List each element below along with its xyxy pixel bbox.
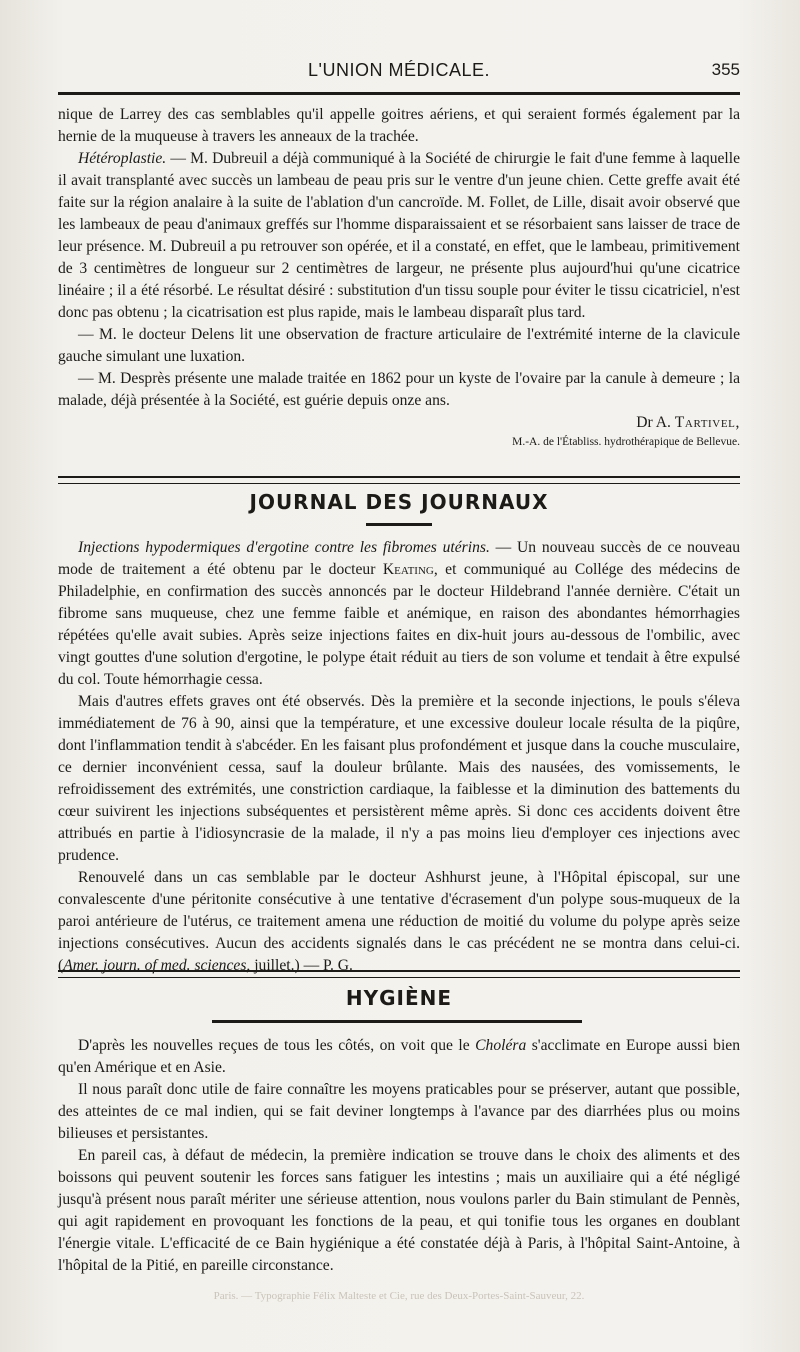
signature-prefix: Dr A. (636, 414, 675, 431)
page-number: 355 (711, 60, 740, 79)
emphasis: Choléra (475, 1037, 527, 1054)
paragraph: nique de Larrey des cas semblables qu'il appelle goitres aériens, et qui seraient formés également par la hernie de la muqueuse à travers les anneaux de la trachée. (58, 106, 740, 145)
doctor-name: Keating (382, 561, 434, 578)
section-divider (58, 476, 740, 484)
paragraph-text: — M. Dubreuil a déjà communiqué à la Société de chirurgie le fait d'une femme à laquelle il avait transplanté avec succès un lambeau de peau pris sur le ventre d'un jeune chien. Cette greffe avait été faite sur la région analaire à la suite de l'ablation d'un cancroïde. M. Follet, de Lille, disait avoir observé que les lambeaux de peau d'animaux greffés sur l'homme disparaissaient et se résorbaient sans laisser de trace de leur présence. M. Dubreuil a pu retrouver son opérée, et il a constaté, en effet, que le lambeau, primitivement de 3 centimètres de longueur sur 2 centimètres de largeur, ne présente plus aujourd'hui qu'une cicatrice linéaire ; il a été résorbé. Le résultat désiré : substitution d'un tissu souple pour éviter le tissu cicatriciel, n'est donc pas obtenu ; la cicatrisation est plus rapide, mais le lambeau disparaît plus tard. (58, 150, 740, 321)
affiliation: M.-A. de l'Établiss. hydrothérapique de Bellevue. (512, 436, 740, 448)
signature (58, 412, 740, 434)
paragraph-text: — Un nouveau succès de ce nouveau mode de traitement a été obtenu par le docteur (58, 539, 740, 578)
ashhurst-paragraph (58, 867, 740, 977)
citation: Amer. journ. of med. sciences, (63, 957, 251, 974)
heading-underline (366, 523, 432, 526)
journal-title: L'UNION MÉDICALE. (308, 60, 490, 80)
paragraph: — M. le docteur Delens lit une observation de fracture articulaire de l'extrémité interne de la clavicule gauche simulant une luxation. (58, 326, 740, 365)
paragraph-text: s'acclimate en Europe aussi bien qu'en Amérique et en Asie. (58, 1037, 740, 1076)
running-head (58, 60, 740, 90)
journal-des-journaux-body (58, 537, 740, 977)
paragraph: — M. Desprès présente une malade traitée en 1862 pour un kyste de l'ovaire par la canule à demeure ; la malade, déjà présentée à la Société, est guérie depuis onze ans. (58, 370, 740, 409)
section-divider (58, 970, 740, 978)
header-rule (58, 92, 740, 95)
paragraph-text: , et communiqué au Collége des médecins de Philadelphie, en confirmation des succès annoncés par le docteur Hildebrand l'année dernière. C'était un fibrome sans muqueuse, chez une femme faible et anémique, en raison des abondantes hémorrhagies répétées qu'elle avait subies. Après seize injections faites en dix-huit jours au-dessous de l'ombilic, avec vingt gouttes d'une solution d'ergotine, le polype était réduit au tiers de son volume et tendait à être expulsé du col. Toute hémorrhagie cessa. (58, 561, 740, 688)
ergotine-paragraph (58, 537, 740, 691)
cholera-paragraph (58, 1035, 740, 1079)
article-title: Injections hypodermiques d'ergotine contre les fibromes utérins. (78, 539, 490, 556)
paragraph-text: D'après les nouvelles reçues de tous les côtés, on voit que le (78, 1037, 476, 1054)
paragraph-text: Renouvelé dans un cas semblable par le docteur Ashhurst jeune, à l'Hôpital épiscopal, sur une convalescente d'une péritonite consécutive à une tentative d'écrasement d'un polype sous-muqueux de la paroi antérieure de l'utérus, ce traitement amena une réduction de moitié du volume du polype après seize injections consécutives. Aucun des accidents signalés dans le cas précédent ne se montra dans celui-ci. ( (58, 869, 740, 974)
paragraph-text: juillet.) — P. G. (250, 957, 353, 974)
signature-name: Tartivel, (674, 414, 740, 431)
paragraph: En pareil cas, à défaut de médecin, la première indication se trouve dans le choix des aliments et des boissons qui peuvent soutenir les forces sans fatiguer les intestins ; mais un auxiliaire qui a été négligé jusqu'à présent nous paraît mériter une sérieuse attention, nous voulons parler du Bain stimulant de Pennès, qui agit rapidement en provoquant les fonctions de la peau, et qui tonifie tous les organes en doublant l'énergie vitale. L'efficacité de ce Bain hygiénique a été constatée déjà à Paris, à l'hôpital Saint-Antoine, à l'hôpital de la Pitié, en pareille circonstance. (58, 1147, 740, 1274)
paragraph: Il nous paraît donc utile de faire connaître les moyens praticables pour se préserver, autant que possible, des atteintes de ce mal indien, qui se fait deviner longtemps à l'avance par des diarrhées plus ou moins bilieuses et persistantes. (58, 1081, 740, 1142)
section-heading-hygiene: HYGIÈNE (345, 986, 453, 1010)
paragraph-lead: Hétéroplastie. (78, 150, 167, 167)
bleed-through-text: Paris. — Typographie Félix Malteste et Cie, rue des Deux-Portes-Saint-Sauveur, 22. (213, 1290, 585, 1302)
heading-underline (212, 1020, 582, 1023)
paragraph: Mais d'autres effets graves ont été observés. Dès la première et la seconde injections, le pouls s'éleva immédiatement de 76 à 90, ainsi que la température, et une excessive douleur locale résulta de la piqûre, dont l'inflammation tendit à s'abcéder. En les faisant plus profondément et jusque dans la couche musculaire, ce dernier inconvénient cessa, sauf la douleur brûlante. Mais des nausées, des vomissements, le refroidissement des extrémités, une constriction cardiaque, la faiblesse et la diminution des battements du cœur suivirent les injections subséquentes et persistèrent même après. Si donc ces accidents doivent être attribués en partie à l'idiosyncrasie de la malade, il n'y a pas moins lieu d'employer ces injections avec prudence. (58, 693, 740, 864)
heteroplastie-paragraph (58, 148, 740, 324)
societe-chirurgie-report (58, 104, 740, 450)
hygiene-body (58, 1035, 740, 1277)
section-heading-journal: JOURNAL DES JOURNAUX (249, 490, 549, 514)
